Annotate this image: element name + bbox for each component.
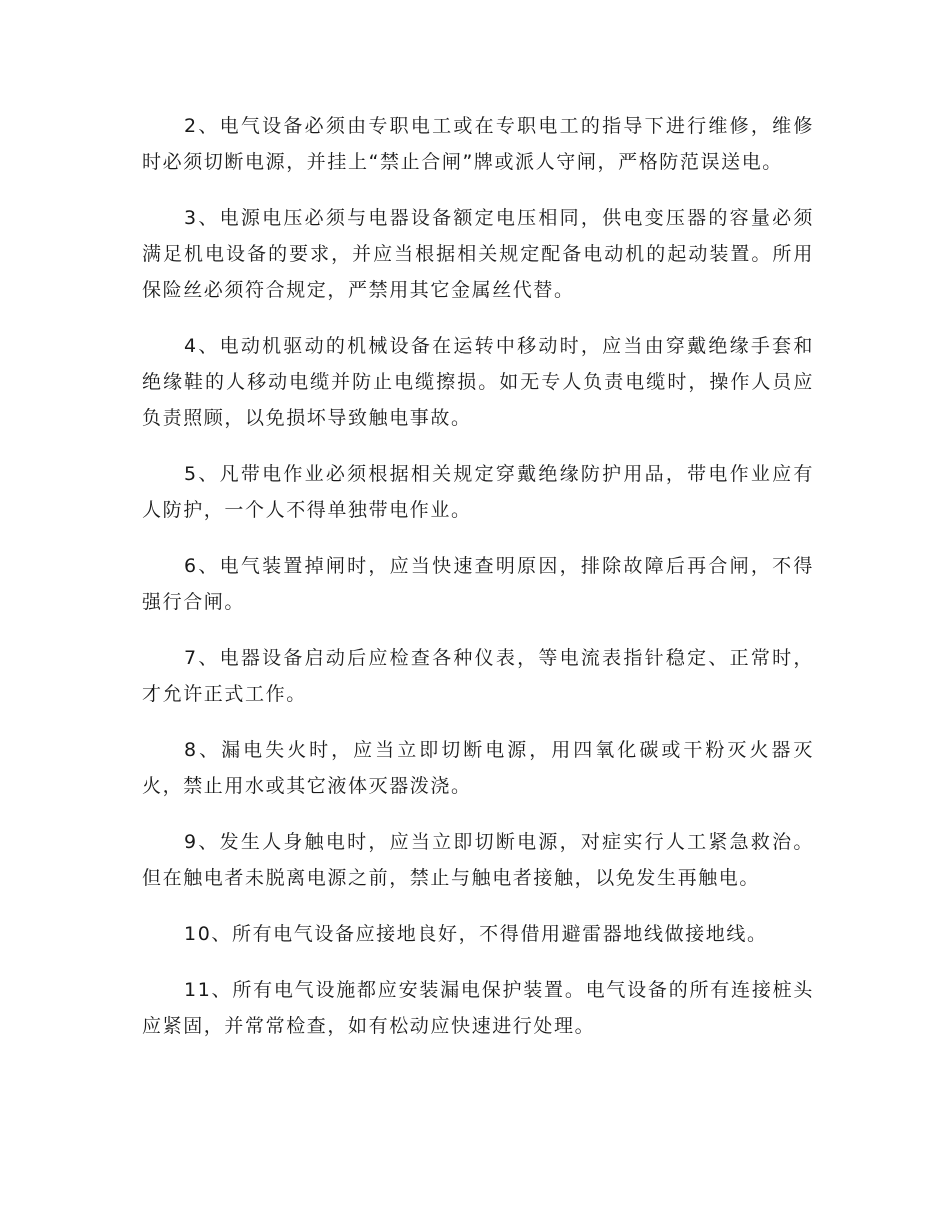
paragraph-item-2: 2、电气设备必须由专职电工或在专职电工的指导下进行维修，维修时必须切断电源，并挂上“禁止合闸”牌或派人守闸，严格防范误送电。 (142, 115, 814, 173)
paragraph-item-5: 5、凡带电作业必须根据相关规定穿戴绝缘防护用品，带电作业应有人防护，一个人不得单独带电作业。 (142, 463, 814, 521)
paragraph-item-4: 4、电动机驱动的机械设备在运转中移动时，应当由穿戴绝缘手套和绝缘鞋的人移动电缆并防止电缆擦损。如无专人负责电缆时，操作人员应负责照顾，以免损坏导致触电事故。 (142, 335, 814, 429)
paragraph-item-10: 10、所有电气设备应接地良好，不得借用避雷器地线做接地线。 (184, 923, 768, 945)
document-body (142, 108, 814, 1064)
paragraph-item-8: 8、漏电失火时，应当立即切断电源，用四氧化碳或干粉灭火器灭火，禁止用水或其它液体灭器泼浇。 (142, 739, 814, 797)
paragraph-item-11: 11、所有电气设施都应安装漏电保护装置。电气设备的所有连接桩头应紧固，并常常检查，如有松动应快速进行处理。 (142, 979, 814, 1037)
paragraph-item-3: 3、电源电压必须与电器设备额定电压相同，供电变压器的容量必须满足机电设备的要求，并应当根据相关规定配备电动机的起动装置。所用保险丝必须符合规定，严禁用其它金属丝代替。 (142, 207, 814, 301)
paragraph-item-9: 9、发生人身触电时，应当立即切断电源，对症实行人工紧急救治。但在触电者未脱离电源之前，禁止与触电者接触，以免发生再触电。 (142, 831, 814, 889)
paragraph-item-6: 6、电气装置掉闸时，应当快速查明原因，排除故障后再合闸，不得强行合闸。 (142, 555, 814, 613)
paragraph-item-7: 7、电器设备启动后应检查各种仪表，等电流表指针稳定、正常时，才允许正式工作。 (142, 647, 814, 705)
